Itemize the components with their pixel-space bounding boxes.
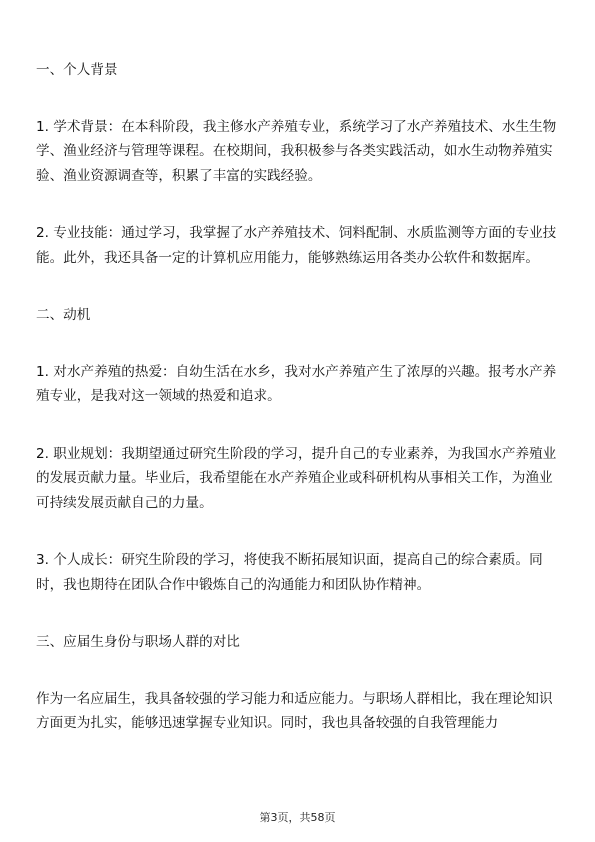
page-number-footer: 第3页，共58页 [259,811,336,824]
section-heading-motivation: 二、动机 [36,307,91,323]
paragraph-personal-growth: 3. 个人成长：研究生阶段的学习，将使我不断拓展知识面，提高自己的综合素质。同时，我也期待在团队合作中锻炼自己的沟通能力和团队协作精神。 [36,552,543,593]
section-heading-comparison: 三、应届生身份与职场人群的对比 [36,634,240,650]
paragraph-professional-skills: 2. 专业技能：通过学习，我掌握了水产养殖技术、饲料配制、水质监测等方面的专业技能。此外，我还具备一定的计算机应用能力，能够熟练运用各类办公软件和数据库。 [36,225,557,266]
paragraph-passion: 1. 对水产养殖的热爱：自幼生活在水乡，我对水产养殖产生了浓厚的兴趣。报考水产养殖专业，是我对这一领域的热爱和追求。 [36,363,557,404]
document-body [36,58,564,736]
paragraph-career-plan: 2. 职业规划：我期望通过研究生阶段的学习，提升自己的专业素养，为我国水产养殖业的发展贡献力量。毕业后，我希望能在水产养殖企业或科研机构从事相关工作，为渔业可持续发展贡献自己的力量。 [36,445,557,511]
paragraph-graduate-comparison: 作为一名应届生，我具备较强的学习能力和适应能力。与职场人群相比，我在理论知识方面更为扎实，能够迅速掌握专业知识。同时，我也具备较强的自我管理能力 [36,690,553,731]
paragraph-academic-background: 1. 学术背景：在本科阶段，我主修水产养殖专业，系统学习了水产养殖技术、水生生物学、渔业经济与管理等课程。在校期间，我积极参与各类实践活动，如水生动物养殖实验、渔业资源调查等，积累了丰富的实践经验。 [36,118,557,184]
section-heading-personal-background: 一、个人背景 [36,62,118,78]
